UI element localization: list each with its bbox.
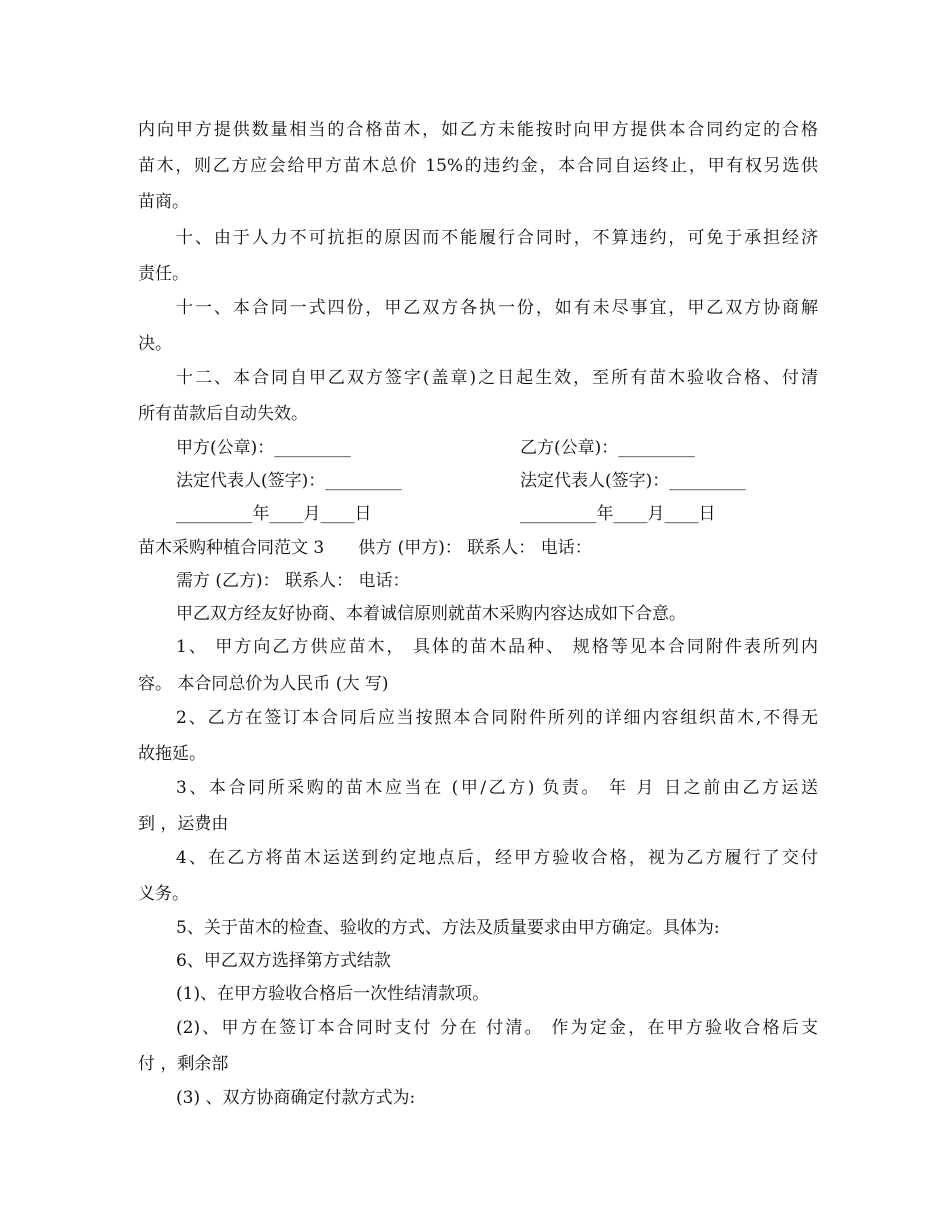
party-b-date: _________年____月____日	[520, 504, 716, 524]
text-line: 1、 甲方向乙方供应苗木， 具体的苗木品种、 规格等见本合同附件表所列内	[176, 637, 818, 657]
party-a-date: _________年____月____日	[176, 504, 372, 524]
text-line: 需方 (乙方)： 联系人： 电话：	[176, 571, 410, 591]
text-line: (2)、甲方在签订本合同时支付 分在 付清。 作为定金，在甲方验收合格后支	[176, 1018, 818, 1038]
text-line: 所有苗款后自动失效。	[138, 404, 308, 424]
text-line: 故拖延。	[138, 744, 206, 764]
text-line: 容。 本合同总价为人民币 (大 写)	[138, 674, 389, 694]
text-line: 付 ，剩余部	[138, 1054, 229, 1074]
text-line: 内向甲方提供数量相当的合格苗木，如乙方未能按时向甲方提供本合同约定的合格	[138, 120, 818, 140]
text-line: 十二、本合同自甲乙双方签字(盖章)之日起生效，至所有苗木验收合格、付清	[176, 368, 818, 388]
text-line: 决。	[138, 334, 172, 354]
text-line: 苗木采购种植合同范文 3 供方 (甲方)： 联系人： 电话：	[138, 538, 592, 558]
text-line: 苗木，则乙方应会给甲方苗木总价 15%的违约金，本合同自运终止，甲有权另选供	[138, 156, 818, 176]
party-b-representative: 法定代表人(签字)：_________	[520, 471, 746, 491]
party-b-seal: 乙方(公章)：_________	[520, 438, 695, 458]
party-a-seal: 甲方(公章)：_________	[176, 438, 351, 458]
text-line: (3) 、双方协商确定付款方式为:	[176, 1088, 416, 1108]
text-line: 4、在乙方将苗木运送到约定地点后，经甲方验收合格，视为乙方履行了交付	[176, 848, 818, 868]
text-line: 6、甲乙双方选择第方式结款	[176, 951, 391, 971]
text-line: 责任。	[138, 264, 189, 284]
text-line: 甲乙双方经友好协商、本着诚信原则就苗木采购内容达成如下合意。	[176, 604, 686, 624]
text-line: 苗商。	[138, 192, 189, 212]
party-a-representative: 法定代表人(签字)：_________	[176, 471, 402, 491]
text-line: 2、乙方在签订本合同后应当按照本合同附件所列的详细内容组织苗木,不得无	[176, 708, 818, 728]
text-line: 3、本合同所采购的苗木应当在 (甲/乙方) 负责。 年 月 日之前由乙方运送	[176, 778, 818, 798]
text-line: 十、由于人力不可抗拒的原因而不能履行合同时，不算违约，可免于承担经济	[176, 228, 818, 248]
text-line: 十一、本合同一式四份，甲乙双方各执一份，如有未尽事宜，甲乙双方协商解	[176, 298, 818, 318]
text-line: (1)、在甲方验收合格后一次性结清款项。	[176, 984, 490, 1004]
text-line: 到 ，运费由	[138, 814, 229, 834]
text-line: 5、关于苗木的检查、验收的方式、方法及质量要求由甲方确定。具体为:	[176, 918, 720, 938]
text-line: 义务。	[138, 884, 189, 904]
